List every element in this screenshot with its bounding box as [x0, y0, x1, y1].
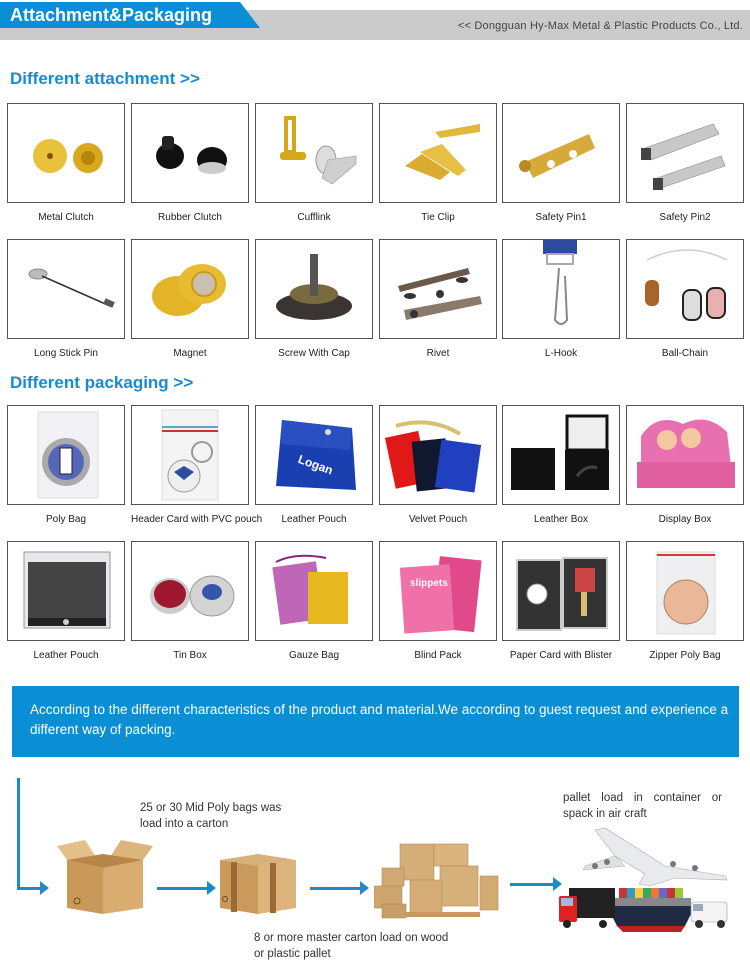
packaging-item-label: Blind Pack	[414, 650, 462, 661]
poly-bag-icon	[7, 405, 125, 505]
safety-pin-gold-icon	[502, 103, 620, 203]
page-title: Attachment&Packaging	[10, 5, 213, 25]
flow-line	[510, 883, 553, 886]
packaging-item[interactable]	[502, 541, 620, 661]
attachment-item-label: Metal Clutch	[38, 212, 94, 223]
safety-pin-silver-icon	[626, 103, 744, 203]
attachment-item-label: Safety Pin2	[659, 212, 711, 223]
attachment-item[interactable]	[379, 103, 497, 223]
flow-line	[157, 887, 207, 890]
rivet-icon	[379, 239, 497, 339]
acrylic-case-icon	[7, 541, 125, 641]
attachment-item[interactable]	[131, 239, 249, 359]
packaging-item-label: Leather Pouch	[33, 650, 99, 661]
attachment-item-label: Ball-Chain	[661, 348, 709, 359]
attachment-item-label: Long Stick Pin	[34, 348, 98, 359]
attachment-section-title: Different attachment >>	[10, 69, 200, 88]
packaging-item-label: Leather Pouch	[281, 514, 347, 525]
attachment-item[interactable]	[255, 239, 373, 359]
cufflink-icon	[255, 103, 373, 203]
blue-pouch-icon	[255, 405, 373, 505]
packaging-item[interactable]	[7, 541, 125, 661]
packaging-item-label: Header Card with PVC pouch	[131, 514, 263, 525]
packaging-item[interactable]	[626, 405, 744, 525]
attachment-item-label: Screw With Cap	[278, 348, 350, 359]
zipper-bag-icon	[626, 541, 744, 641]
l-hook-icon	[502, 239, 620, 339]
velvet-pouch-icon	[379, 405, 497, 505]
open-carton-icon	[55, 838, 155, 918]
flow-line-vertical	[17, 778, 20, 890]
info-banner	[12, 686, 739, 757]
company-link[interactable]: << Dongguan Hy-Max Metal & Plastic Products Co., Ltd.	[457, 20, 743, 32]
attachment-item-label: Magnet	[173, 348, 207, 359]
magnet-icon	[131, 239, 249, 339]
attachment-item[interactable]	[7, 103, 125, 223]
blind-pack-icon	[379, 541, 497, 641]
blister-card-icon	[502, 541, 620, 641]
arrow-right-icon	[40, 881, 49, 895]
rubber-clutch-icon	[131, 103, 249, 203]
packaging-item[interactable]	[379, 541, 497, 661]
svg-text:slippets: slippets	[410, 578, 448, 589]
attachment-item-label: Cufflink	[297, 212, 331, 223]
packaging-item-label: Tin Box	[173, 650, 207, 661]
flow-step1-text: 25 or 30 Mid Poly bags was load into a carton	[140, 802, 282, 830]
attachment-item[interactable]	[131, 103, 249, 223]
packaging-item-label: Display Box	[658, 514, 712, 525]
attachment-item[interactable]	[7, 239, 125, 359]
packaging-item-label: Gauze Bag	[288, 650, 340, 661]
pallet-cartons-icon	[374, 842, 502, 922]
attachment-item-label: Tie Clip	[421, 212, 455, 223]
attachment-item[interactable]	[379, 239, 497, 359]
packaging-item[interactable]	[255, 541, 373, 661]
attachment-item[interactable]	[255, 103, 373, 223]
packaging-item[interactable]	[379, 405, 497, 525]
banner-text: According to the different characteristics of the product and material.We according to guest request and experience a different way of packing.	[30, 702, 729, 737]
attachment-item-label: Rivet	[426, 348, 450, 359]
attachment-item[interactable]	[502, 239, 620, 359]
flow-line	[17, 887, 40, 890]
tie-clip-icon	[379, 103, 497, 203]
transport-icon	[555, 826, 745, 941]
attachment-item[interactable]	[502, 103, 620, 223]
display-box-icon	[626, 405, 744, 505]
leather-box-icon	[502, 405, 620, 505]
stick-pin-icon	[7, 239, 125, 339]
packaging-item[interactable]	[131, 541, 249, 661]
arrow-right-icon	[360, 881, 369, 895]
flow-line	[310, 887, 360, 890]
screw-cap-icon	[255, 239, 373, 339]
packaging-item-label: Velvet Pouch	[408, 514, 468, 525]
attachment-item[interactable]	[626, 239, 744, 359]
packaging-item-label: Leather Box	[534, 514, 588, 525]
packaging-item-label: Poly Bag	[45, 514, 87, 525]
packaging-item-label: Zipper Poly Bag	[649, 650, 721, 661]
packaging-item[interactable]	[502, 405, 620, 525]
arrow-right-icon	[207, 881, 216, 895]
attachment-item[interactable]	[626, 103, 744, 223]
packaging-item[interactable]	[626, 541, 744, 661]
svg-text:Logan: Logan	[296, 452, 335, 478]
packaging-item[interactable]	[255, 405, 373, 525]
flow-step3-text: pallet load in container or spack in air craft	[563, 792, 722, 820]
gold-clutch-icon	[7, 103, 125, 203]
flow-step2-text: 8 or more master carton load on wood or plastic pallet	[254, 932, 449, 960]
ball-chain-icon	[626, 239, 744, 339]
attachment-item-label: L-Hook	[544, 348, 578, 359]
packaging-item-label: Paper Card with Blister	[509, 650, 613, 661]
sealed-carton-icon	[218, 850, 298, 916]
packaging-item[interactable]	[7, 405, 125, 525]
packaging-item[interactable]	[131, 405, 263, 525]
tin-box-icon	[131, 541, 249, 641]
packaging-section-title: Different packaging >>	[10, 373, 194, 392]
gauze-bag-icon	[255, 541, 373, 641]
attachment-item-label: Rubber Clutch	[158, 212, 222, 223]
attachment-item-label: Safety Pin1	[535, 212, 587, 223]
header-card-icon	[131, 405, 249, 505]
